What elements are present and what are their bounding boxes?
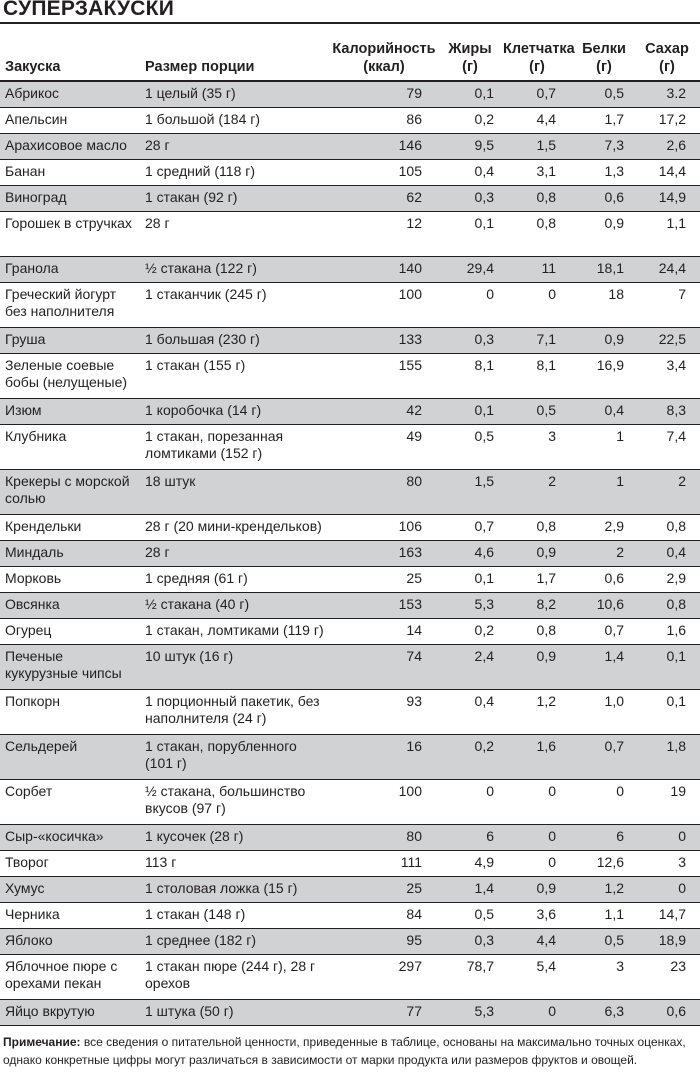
cell-fiber: 8,2 — [500, 593, 574, 619]
cell-calories: 49 — [328, 425, 440, 470]
cell-calories: 62 — [328, 186, 440, 212]
cell-calories: 14 — [328, 619, 440, 645]
cell-protein: 7,3 — [574, 134, 634, 160]
table-row — [0, 1000, 700, 1026]
cell-calories: 106 — [328, 515, 440, 541]
cell-sugar: 1,6 — [634, 619, 700, 645]
table-row — [0, 903, 700, 929]
table-row — [0, 780, 700, 825]
cell-sugar: 2,6 — [634, 134, 700, 160]
cell-calories: 133 — [328, 328, 440, 354]
cell-snack: Огурец — [0, 619, 140, 645]
cell-snack: Яблоко — [0, 929, 140, 955]
cell-calories: 297 — [328, 955, 440, 1000]
header-protein: Белки (г) — [574, 23, 634, 81]
cell-protein: 1,4 — [574, 645, 634, 690]
cell-fat: 0,4 — [440, 160, 500, 186]
cell-sugar: 14,7 — [634, 903, 700, 929]
cell-snack: Овсянка — [0, 593, 140, 619]
cell-calories: 77 — [328, 1000, 440, 1026]
cell-serving: 28 г — [140, 212, 328, 257]
cell-sugar: 0 — [634, 825, 700, 851]
cell-snack: Изюм — [0, 399, 140, 425]
cell-fat: 2,4 — [440, 645, 500, 690]
cell-sugar: 7 — [634, 283, 700, 328]
cell-protein: 0,7 — [574, 619, 634, 645]
table-body — [0, 81, 700, 1026]
cell-protein: 0,7 — [574, 735, 634, 780]
cell-fiber: 0,5 — [500, 399, 574, 425]
cell-calories: 25 — [328, 567, 440, 593]
cell-fiber: 1,2 — [500, 690, 574, 735]
cell-fiber: 4,4 — [500, 929, 574, 955]
table-row — [0, 160, 700, 186]
cell-protein: 1,3 — [574, 160, 634, 186]
cell-sugar: 3.2 — [634, 81, 700, 108]
cell-snack: Яйцо вкрутую — [0, 1000, 140, 1026]
cell-calories: 12 — [328, 212, 440, 257]
cell-serving: 1 средняя (61 г) — [140, 567, 328, 593]
cell-fiber: 0,9 — [500, 877, 574, 903]
footnote-text: все сведения о питательной ценности, приведенные в таблице, основаны на максимально точных оценках, однако конкретные цифры могут различаться в зависимости от марки продукта или размеров фруктов и овощей. — [3, 1035, 686, 1067]
cell-calories: 80 — [328, 470, 440, 515]
cell-sugar: 23 — [634, 955, 700, 1000]
cell-snack: Морковь — [0, 567, 140, 593]
table-row — [0, 735, 700, 780]
table-row — [0, 470, 700, 515]
cell-protein: 0,5 — [574, 81, 634, 108]
cell-calories: 86 — [328, 108, 440, 134]
cell-snack: Абрикос — [0, 81, 140, 108]
cell-sugar: 18,9 — [634, 929, 700, 955]
cell-protein: 1 — [574, 470, 634, 515]
cell-calories: 93 — [328, 690, 440, 735]
cell-fat: 0,2 — [440, 108, 500, 134]
table-row — [0, 515, 700, 541]
cell-sugar: 1,8 — [634, 735, 700, 780]
table-row — [0, 541, 700, 567]
cell-fat: 0,3 — [440, 328, 500, 354]
cell-sugar: 0,8 — [634, 515, 700, 541]
cell-serving: 28 г — [140, 134, 328, 160]
cell-fiber: 11 — [500, 257, 574, 283]
cell-fat: 0,2 — [440, 735, 500, 780]
cell-fiber: 0,7 — [500, 81, 574, 108]
cell-protein: 0 — [574, 780, 634, 825]
cell-sugar: 2,9 — [634, 567, 700, 593]
snacks-table — [0, 22, 700, 1026]
table-row — [0, 328, 700, 354]
header-snack: Закуска — [0, 23, 140, 81]
cell-serving: 1 стакан, порезанная ломтиками (152 г) — [140, 425, 328, 470]
cell-fat: 0 — [440, 283, 500, 328]
cell-serving: 28 г — [140, 541, 328, 567]
page-title: СУПЕРЗАКУСКИ — [3, 0, 174, 20]
cell-serving: ½ стакана (40 г) — [140, 593, 328, 619]
cell-serving: 1 средний (118 г) — [140, 160, 328, 186]
cell-fiber: 1,6 — [500, 735, 574, 780]
cell-snack: Сельдерей — [0, 735, 140, 780]
cell-fat: 0,1 — [440, 212, 500, 257]
cell-fiber: 1,5 — [500, 134, 574, 160]
cell-snack: Яблочное пюре с орехами пекан — [0, 955, 140, 1000]
cell-snack: Греческий йогурт без наполнителя — [0, 283, 140, 328]
cell-fiber: 0,8 — [500, 186, 574, 212]
cell-calories: 79 — [328, 81, 440, 108]
cell-protein: 12,6 — [574, 851, 634, 877]
cell-serving: 1 штука (50 г) — [140, 1000, 328, 1026]
cell-protein: 0,6 — [574, 567, 634, 593]
header-serving: Размер порции — [140, 23, 328, 81]
table-header — [0, 23, 700, 81]
cell-snack: Апельсин — [0, 108, 140, 134]
cell-sugar: 3,4 — [634, 354, 700, 399]
cell-snack: Зеленые соевые бобы (нелущеные) — [0, 354, 140, 399]
cell-snack: Арахисовое масло — [0, 134, 140, 160]
cell-protein: 18 — [574, 283, 634, 328]
cell-fat: 0 — [440, 780, 500, 825]
cell-snack: Печеные кукурузные чипсы — [0, 645, 140, 690]
table-row — [0, 354, 700, 399]
cell-sugar: 1,1 — [634, 212, 700, 257]
cell-fiber: 0 — [500, 851, 574, 877]
cell-snack: Хумус — [0, 877, 140, 903]
cell-fat: 0,2 — [440, 619, 500, 645]
cell-protein: 3 — [574, 955, 634, 1000]
cell-serving: 1 порционный пакетик, без наполнителя (24 г) — [140, 690, 328, 735]
header-sugar: Сахар (г) — [634, 23, 700, 81]
cell-fiber: 0 — [500, 283, 574, 328]
header-fiber: Клетчатка (г) — [500, 23, 574, 81]
cell-snack: Сыр-«косичка» — [0, 825, 140, 851]
cell-fat: 4,6 — [440, 541, 500, 567]
cell-fat: 0,5 — [440, 425, 500, 470]
cell-protein: 1,2 — [574, 877, 634, 903]
cell-fat: 1,4 — [440, 877, 500, 903]
cell-fat: 4,9 — [440, 851, 500, 877]
cell-snack: Крендельки — [0, 515, 140, 541]
cell-protein: 10,6 — [574, 593, 634, 619]
cell-protein: 16,9 — [574, 354, 634, 399]
table-row — [0, 108, 700, 134]
table-row — [0, 593, 700, 619]
footnote — [3, 1033, 699, 1069]
table-row — [0, 567, 700, 593]
cell-calories: 146 — [328, 134, 440, 160]
cell-serving: 1 среднее (182 г) — [140, 929, 328, 955]
cell-serving: 1 большая (230 г) — [140, 328, 328, 354]
table-row — [0, 619, 700, 645]
cell-snack: Миндаль — [0, 541, 140, 567]
cell-protein: 0,4 — [574, 399, 634, 425]
cell-fiber: 0 — [500, 780, 574, 825]
cell-fiber: 0,8 — [500, 619, 574, 645]
cell-calories: 111 — [328, 851, 440, 877]
cell-calories: 155 — [328, 354, 440, 399]
cell-calories: 140 — [328, 257, 440, 283]
cell-fiber: 3 — [500, 425, 574, 470]
cell-sugar: 0,4 — [634, 541, 700, 567]
cell-fiber: 0,8 — [500, 515, 574, 541]
cell-sugar: 14,4 — [634, 160, 700, 186]
cell-sugar: 0 — [634, 877, 700, 903]
table-row — [0, 645, 700, 690]
table-row — [0, 257, 700, 283]
table-row — [0, 399, 700, 425]
cell-fiber: 1,7 — [500, 567, 574, 593]
cell-fiber: 0 — [500, 825, 574, 851]
cell-fat: 0,1 — [440, 81, 500, 108]
cell-snack: Горошек в стручках — [0, 212, 140, 257]
table-row — [0, 283, 700, 328]
cell-protein: 0,5 — [574, 929, 634, 955]
cell-protein: 18,1 — [574, 257, 634, 283]
cell-fiber: 2 — [500, 470, 574, 515]
cell-sugar: 0,1 — [634, 690, 700, 735]
cell-fiber: 4,4 — [500, 108, 574, 134]
cell-snack: Виноград — [0, 186, 140, 212]
cell-protein: 1 — [574, 425, 634, 470]
header-calories: Калорийность (ккал) — [328, 23, 440, 81]
cell-snack: Крекеры с морской солью — [0, 470, 140, 515]
cell-fat: 9,5 — [440, 134, 500, 160]
cell-sugar: 7,4 — [634, 425, 700, 470]
cell-sugar: 0,6 — [634, 1000, 700, 1026]
cell-fiber: 7,1 — [500, 328, 574, 354]
table-row — [0, 690, 700, 735]
cell-calories: 95 — [328, 929, 440, 955]
cell-fiber: 0 — [500, 1000, 574, 1026]
cell-serving: 1 стакан (155 г) — [140, 354, 328, 399]
cell-protein: 0,9 — [574, 328, 634, 354]
cell-fiber: 0,9 — [500, 541, 574, 567]
cell-calories: 74 — [328, 645, 440, 690]
cell-serving: 1 коробочка (14 г) — [140, 399, 328, 425]
cell-snack: Творог — [0, 851, 140, 877]
cell-protein: 1,1 — [574, 903, 634, 929]
cell-calories: 100 — [328, 780, 440, 825]
cell-sugar: 24,4 — [634, 257, 700, 283]
cell-snack: Черника — [0, 903, 140, 929]
cell-fiber: 0,8 — [500, 212, 574, 257]
cell-sugar: 14,9 — [634, 186, 700, 212]
cell-fat: 1,5 — [440, 470, 500, 515]
table-row — [0, 81, 700, 108]
cell-serving: 1 стаканчик (245 г) — [140, 283, 328, 328]
table-row — [0, 425, 700, 470]
cell-calories: 105 — [328, 160, 440, 186]
cell-serving: 1 кусочек (28 г) — [140, 825, 328, 851]
cell-serving: 1 стакан пюре (244 г), 28 г орехов — [140, 955, 328, 1000]
cell-fiber: 3,1 — [500, 160, 574, 186]
cell-serving: 1 стакан (92 г) — [140, 186, 328, 212]
cell-protein: 1,0 — [574, 690, 634, 735]
cell-protein: 6 — [574, 825, 634, 851]
cell-fat: 5,3 — [440, 593, 500, 619]
cell-fat: 0,4 — [440, 690, 500, 735]
cell-fat: 0,1 — [440, 399, 500, 425]
cell-calories: 16 — [328, 735, 440, 780]
cell-serving: 1 целый (35 г) — [140, 81, 328, 108]
cell-serving: ½ стакана (122 г) — [140, 257, 328, 283]
cell-sugar: 3 — [634, 851, 700, 877]
cell-serving: 1 большой (184 г) — [140, 108, 328, 134]
table-row — [0, 825, 700, 851]
cell-serving: 1 стакан, порубленного (101 г) — [140, 735, 328, 780]
cell-calories: 100 — [328, 283, 440, 328]
header-fat: Жиры (г) — [440, 23, 500, 81]
cell-protein: 2,9 — [574, 515, 634, 541]
cell-serving: 28 г (20 мини-крендельков) — [140, 515, 328, 541]
table-row — [0, 851, 700, 877]
cell-fiber: 0,9 — [500, 645, 574, 690]
cell-calories: 153 — [328, 593, 440, 619]
cell-sugar: 0,8 — [634, 593, 700, 619]
cell-fat: 0,3 — [440, 929, 500, 955]
table-row — [0, 929, 700, 955]
cell-calories: 163 — [328, 541, 440, 567]
cell-sugar: 19 — [634, 780, 700, 825]
cell-snack: Гранола — [0, 257, 140, 283]
cell-fat: 8,1 — [440, 354, 500, 399]
cell-serving: 10 штук (16 г) — [140, 645, 328, 690]
cell-protein: 0,9 — [574, 212, 634, 257]
cell-sugar: 17,2 — [634, 108, 700, 134]
table-row — [0, 186, 700, 212]
cell-calories: 84 — [328, 903, 440, 929]
cell-protein: 6,3 — [574, 1000, 634, 1026]
cell-fat: 5,3 — [440, 1000, 500, 1026]
cell-fat: 0,3 — [440, 186, 500, 212]
table-row — [0, 955, 700, 1000]
cell-sugar: 8,3 — [634, 399, 700, 425]
cell-snack: Клубника — [0, 425, 140, 470]
cell-fiber: 3,6 — [500, 903, 574, 929]
cell-sugar: 22,5 — [634, 328, 700, 354]
table-row — [0, 134, 700, 160]
cell-serving: ½ стакана, большинство вкусов (97 г) — [140, 780, 328, 825]
cell-sugar: 0,1 — [634, 645, 700, 690]
cell-serving: 18 штук — [140, 470, 328, 515]
cell-serving: 1 стакан (148 г) — [140, 903, 328, 929]
cell-fiber: 8,1 — [500, 354, 574, 399]
cell-fat: 29,4 — [440, 257, 500, 283]
cell-protein: 2 — [574, 541, 634, 567]
table-row — [0, 212, 700, 257]
cell-serving: 1 столовая ложка (15 г) — [140, 877, 328, 903]
cell-protein: 1,7 — [574, 108, 634, 134]
cell-snack: Сорбет — [0, 780, 140, 825]
cell-fat: 0,5 — [440, 903, 500, 929]
cell-calories: 80 — [328, 825, 440, 851]
cell-serving: 113 г — [140, 851, 328, 877]
cell-snack: Попкорн — [0, 690, 140, 735]
cell-calories: 25 — [328, 877, 440, 903]
cell-calories: 42 — [328, 399, 440, 425]
table-row — [0, 877, 700, 903]
cell-fat: 6 — [440, 825, 500, 851]
cell-fat: 0,1 — [440, 567, 500, 593]
cell-sugar: 2 — [634, 470, 700, 515]
cell-snack: Груша — [0, 328, 140, 354]
footnote-label: Примечание: — [3, 1035, 81, 1049]
cell-fat: 0,7 — [440, 515, 500, 541]
cell-fat: 78,7 — [440, 955, 500, 1000]
cell-fiber: 5,4 — [500, 955, 574, 1000]
cell-protein: 0,6 — [574, 186, 634, 212]
cell-snack: Банан — [0, 160, 140, 186]
cell-serving: 1 стакан, ломтиками (119 г) — [140, 619, 328, 645]
